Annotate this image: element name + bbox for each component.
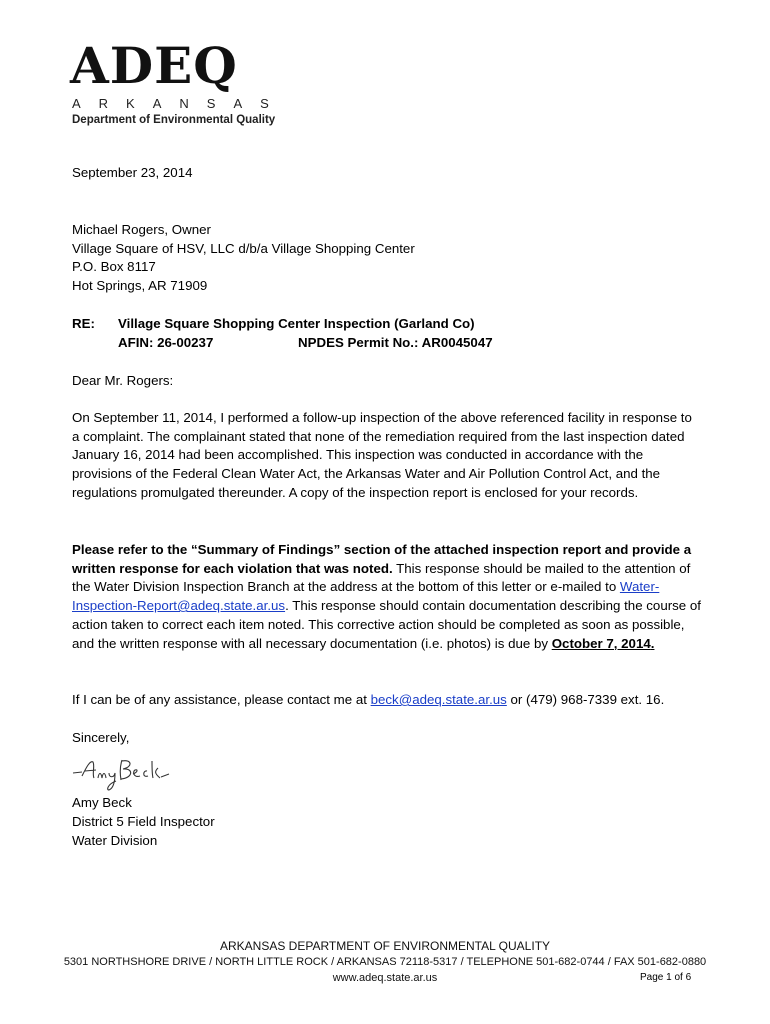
paragraph-response (72, 541, 702, 653)
response-instruction: Please refer to the “Summary of Findings” section of the attached inspection report and provide a written response for each violation that was noted. (72, 542, 692, 576)
re-label: RE: (72, 316, 95, 331)
recipient-name: Michael Rogers, Owner (72, 222, 211, 237)
inspection-report-email-link[interactable]: Water-Inspection-Report@adeq.state.ar.us (72, 579, 660, 614)
signer-title: District 5 Field Inspector (72, 814, 215, 829)
recipient-company: Village Square of HSV, LLC d/b/a Village Shopping Center (72, 241, 415, 256)
response-text-2: . This response should contain documentation describing the course of action taken to correct each item noted. This corrective action should be completed as soon as possible, and the written response with all necessary documentation (i.e. photos) is due by (72, 598, 701, 651)
paragraph-inspection: On September 11, 2014, I performed a follow-up inspection of the above referenced facility in response to a complaint. The complainant stated that none of the remediation required from the last inspection dated January 16, 2014 had been accomplished. This inspection was conducted in accordance with the provisions of the Federal Clean Water Act, the Arkansas Water and Air Pollution Control Act, and the regulations promulgated thereunder. A copy of the inspection report is enclosed for your records. (72, 410, 692, 500)
footer-organization: ARKANSAS DEPARTMENT OF ENVIRONMENTAL QUALITY (219, 939, 551, 953)
logo-wordmark: ADEQ (70, 36, 238, 95)
signer-division: Water Division (72, 833, 158, 848)
recipient-city: Hot Springs, AR 71909 (72, 278, 208, 293)
contact-text-2: or (479) 968-7339 ext. 16. (506, 692, 665, 707)
paragraph-contact (72, 691, 702, 710)
due-date-period: . (650, 635, 655, 651)
logo-department: Department of Environmental Quality (72, 114, 276, 126)
recipient-po-box: P.O. Box 8117 (72, 259, 156, 274)
letter-date: September 23, 2014 (72, 165, 193, 180)
inspector-email-link[interactable]: beck@adeq.state.ar.us (370, 692, 507, 707)
salutation: Dear Mr. Rogers: (72, 373, 174, 388)
closing: Sincerely, (72, 730, 130, 745)
re-afin: AFIN: 26-00237 (118, 335, 214, 350)
re-permit: NPDES Permit No.: AR0045047 (298, 335, 493, 350)
logo-state: ARKANSAS (72, 96, 287, 111)
contact-text-1: If I can be of any assistance, please contact me at (72, 692, 371, 707)
footer-website: www.adeq.state.ar.us (332, 972, 438, 984)
signer-name: Amy Beck (72, 795, 132, 810)
handwritten-signature (70, 756, 175, 792)
footer-address: 5301 NORTHSHORE DRIVE / NORTH LITTLE ROCK / ARKANSAS 72118-5317 / TELEPHONE 501-682-0744 / FAX 501-682-0880 (63, 956, 707, 968)
due-date: October 7, 2014 (551, 635, 651, 651)
page-number: Page 1 of 6 (640, 972, 692, 983)
response-text-1: This response should be mailed to the attention of the Water Division Inspection Branch at the address at the bottom of this letter or e-mailed to (72, 560, 691, 595)
re-subject: Village Square Shopping Center Inspection (Garland Co) (118, 316, 475, 331)
